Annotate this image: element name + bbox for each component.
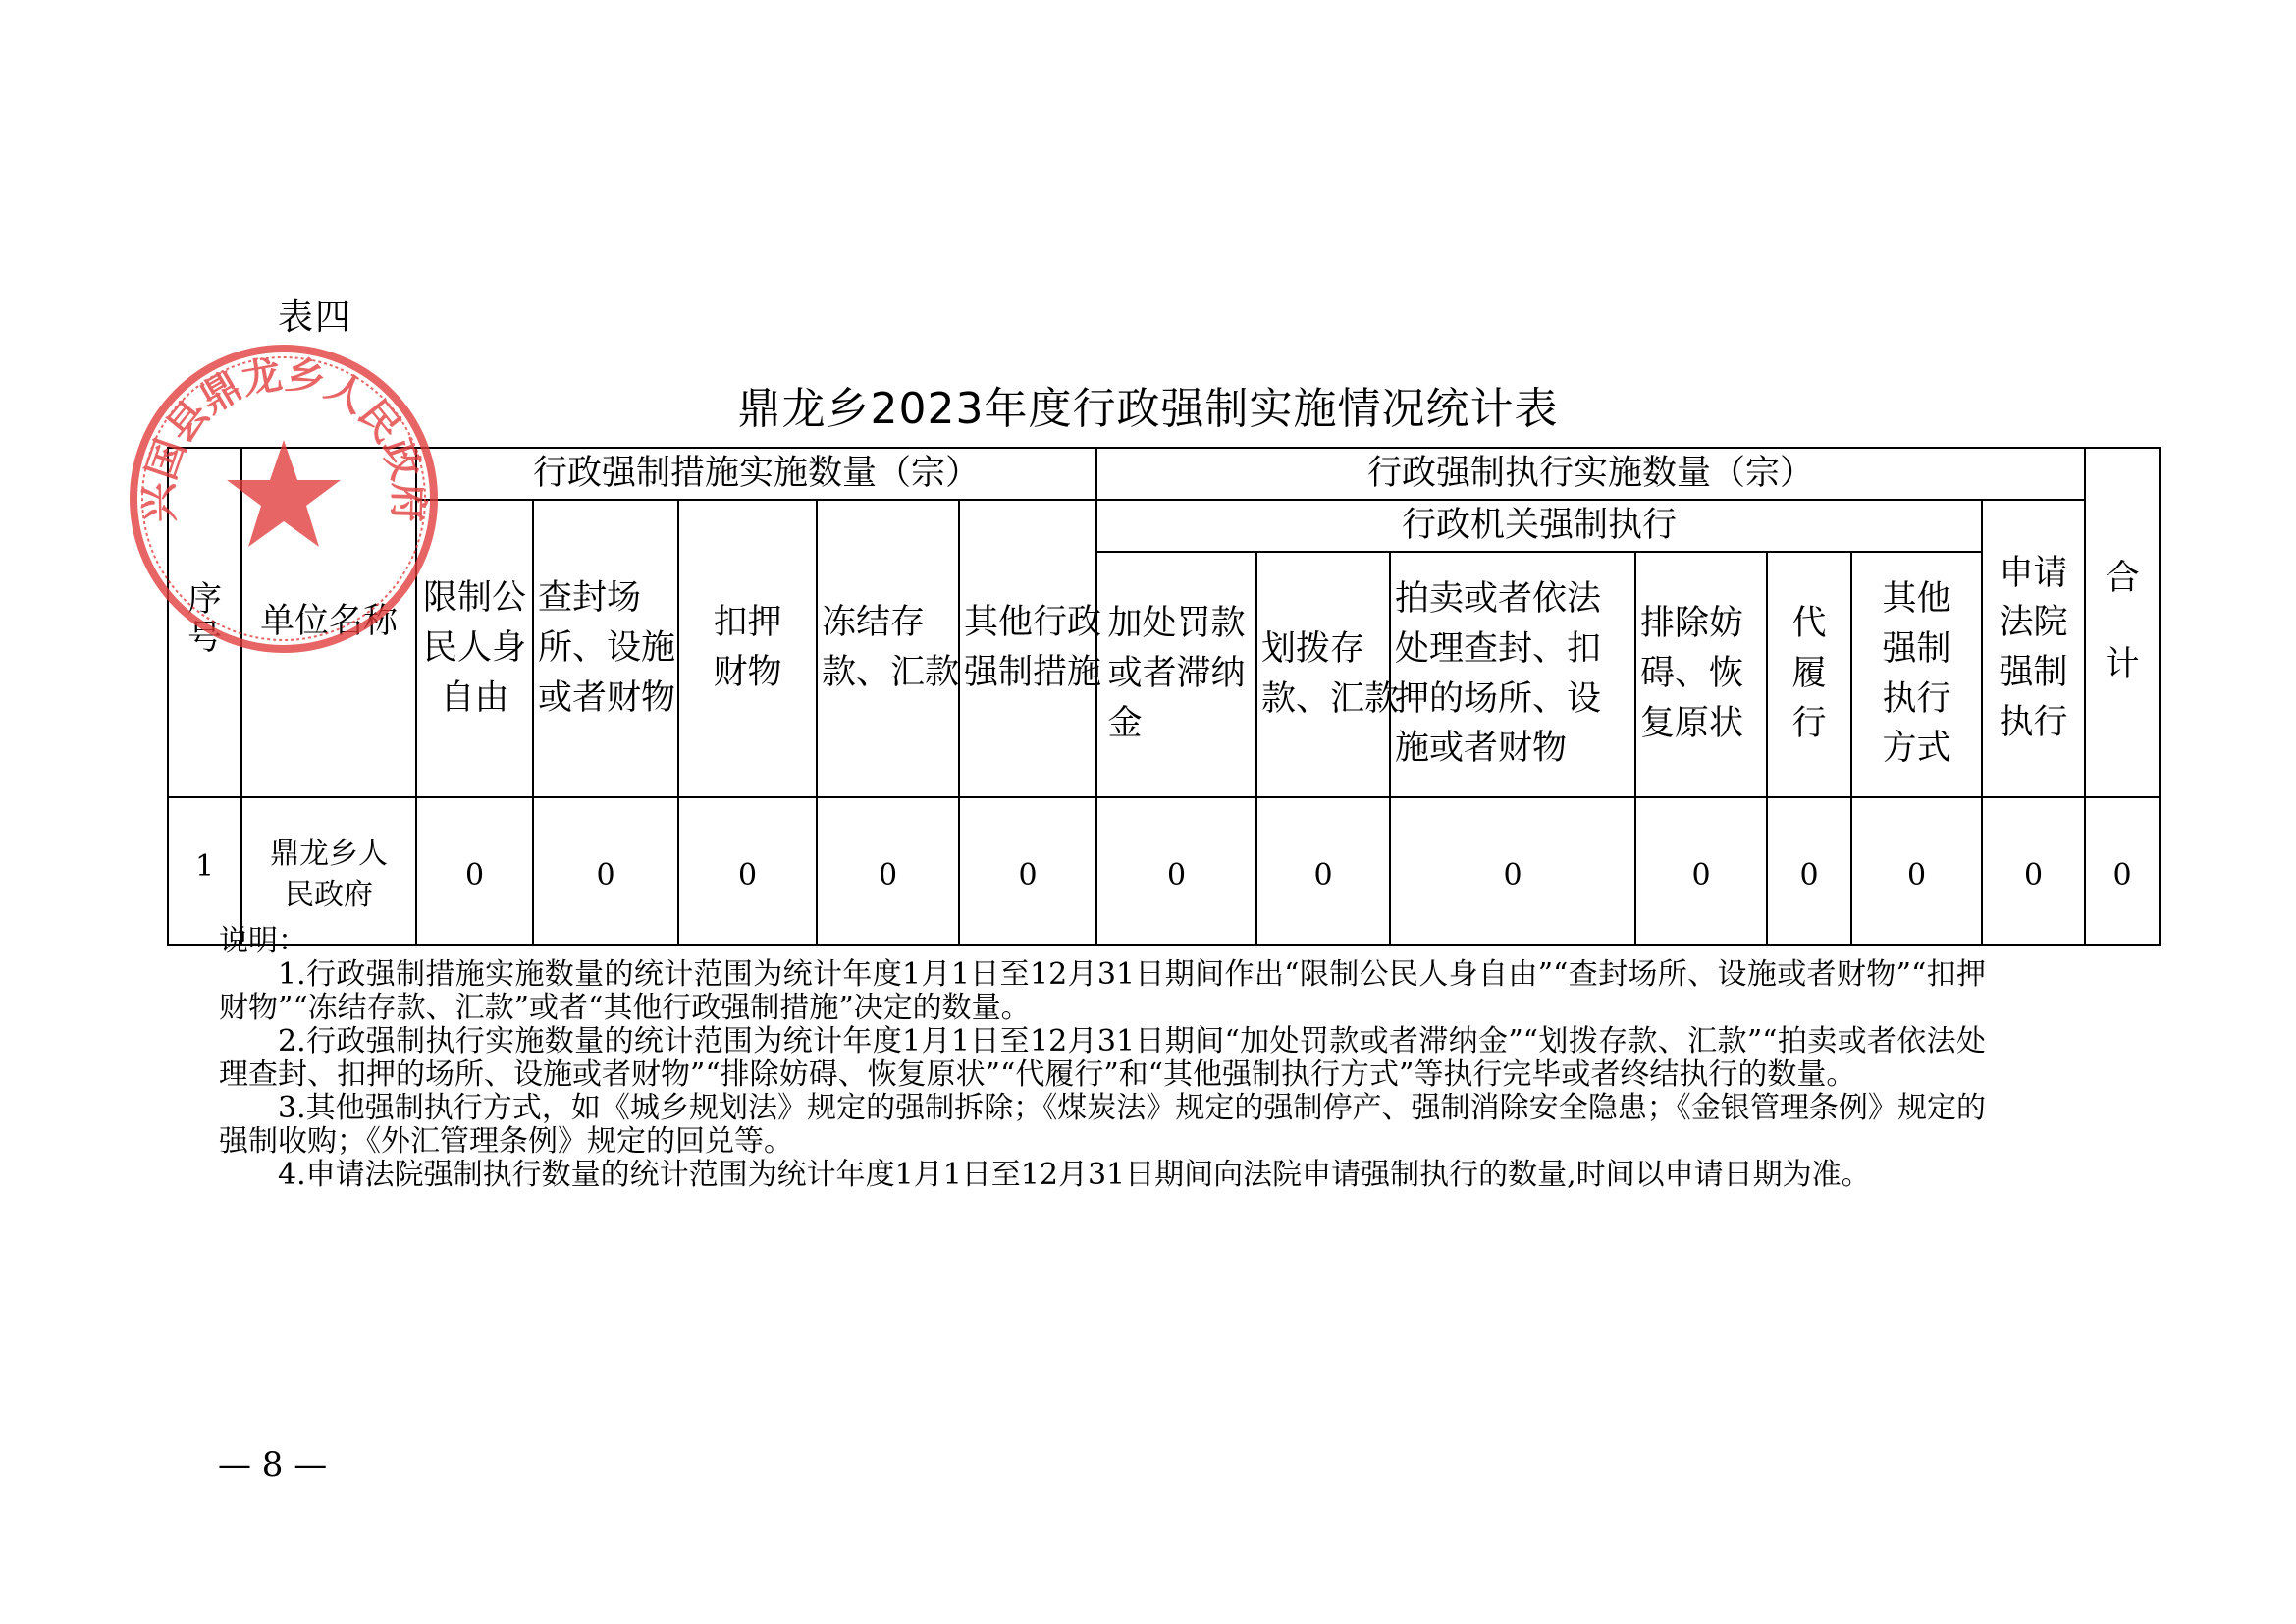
cell-value: 0 <box>1096 797 1256 945</box>
header-measure-1: 限制公民人身自由 <box>416 500 533 797</box>
table-row <box>168 797 2160 945</box>
cell-value: 0 <box>416 797 533 945</box>
cell-unit: 鼎龙乡人民政府 <box>241 797 416 945</box>
cell-value: 0 <box>533 797 678 945</box>
header-seq: 序号 <box>168 448 241 797</box>
header-admin-subgroup: 行政机关强制执行 <box>1096 500 1982 552</box>
notes-heading: 说明： <box>219 924 307 958</box>
header-measure-4: 冻结存款、汇款 <box>817 500 959 797</box>
note-item: 2.行政强制执行实施数量的统计范围为统计年度1月1日至12月31日期间“加处罚款或者滞纳金”“划拨存款、汇款”“拍卖或者依法处理查封、扣押的场所、设施或者财物”“排除妨碍、恢复原状”“代履行”和“其他强制执行方式”等执行完毕或者终结执行的数量。 <box>219 1024 1986 1092</box>
statistics-table <box>167 447 2161 946</box>
header-admin-2: 划拨存款、汇款 <box>1256 552 1390 797</box>
notes-section <box>219 925 1986 1192</box>
cell-value: 0 <box>1767 797 1851 945</box>
header-admin-5: 代履行 <box>1767 552 1851 797</box>
header-measure-2: 查封场所、设施或者财物 <box>533 500 678 797</box>
header-admin-6: 其他强制执行方式 <box>1851 552 1982 797</box>
cell-value: 0 <box>1851 797 1982 945</box>
cell-value: 0 <box>1256 797 1390 945</box>
header-row-1 <box>168 448 2160 500</box>
seal-text: 兴国县鼎龙乡人民政府 <box>135 351 432 523</box>
header-admin-3: 拍卖或者依法处理查封、扣押的场所、设施或者财物 <box>1390 552 1635 797</box>
cell-value: 0 <box>1635 797 1767 945</box>
note-item: 1.行政强制措施实施数量的统计范围为统计年度1月1日至12月31日期间作出“限制公民人身自由”“查封场所、设施或者财物”“扣押财物”“冻结存款、汇款”或者“其他行政强制措施”决定的数量。 <box>219 957 1986 1025</box>
header-admin-1: 加处罚款或者滞纳金 <box>1096 552 1256 797</box>
header-row-2 <box>168 500 2160 552</box>
cell-value: 0 <box>817 797 959 945</box>
header-enforcement-group: 行政强制执行实施数量（宗） <box>1096 448 2085 500</box>
document-title: 鼎龙乡2023年度行政强制实施情况统计表 <box>737 384 1559 434</box>
header-measure-5: 其他行政强制措施 <box>959 500 1096 797</box>
note-item: 3.其他强制执行方式，如《城乡规划法》规定的强制拆除；《煤炭法》规定的强制停产、强制消除安全隐患；《金银管理条例》规定的强制收购；《外汇管理条例》规定的回兑等。 <box>219 1091 1986 1159</box>
cell-value: 0 <box>959 797 1096 945</box>
header-total: 合计 <box>2085 448 2160 797</box>
header-measure-3: 扣押财物 <box>678 500 817 797</box>
cell-value: 0 <box>1982 797 2085 945</box>
note-item: 4.申请法院强制执行数量的统计范围为统计年度1月1日至12月31日期间向法院申请强制执行的数量,时间以申请日期为准。 <box>278 1158 1871 1192</box>
cell-value: 0 <box>2085 797 2160 945</box>
page-number: — 8 — <box>218 1445 328 1485</box>
cell-seq: 1 <box>168 797 241 945</box>
cell-value: 0 <box>1390 797 1635 945</box>
header-unit: 单位名称 <box>241 448 416 797</box>
header-measures-group: 行政强制措施实施数量（宗） <box>416 448 1096 500</box>
table-label: 表四 <box>278 298 353 338</box>
header-admin-4: 排除妨碍、恢复原状 <box>1635 552 1767 797</box>
header-court: 申请法院强制执行 <box>1982 500 2085 797</box>
cell-value: 0 <box>678 797 817 945</box>
